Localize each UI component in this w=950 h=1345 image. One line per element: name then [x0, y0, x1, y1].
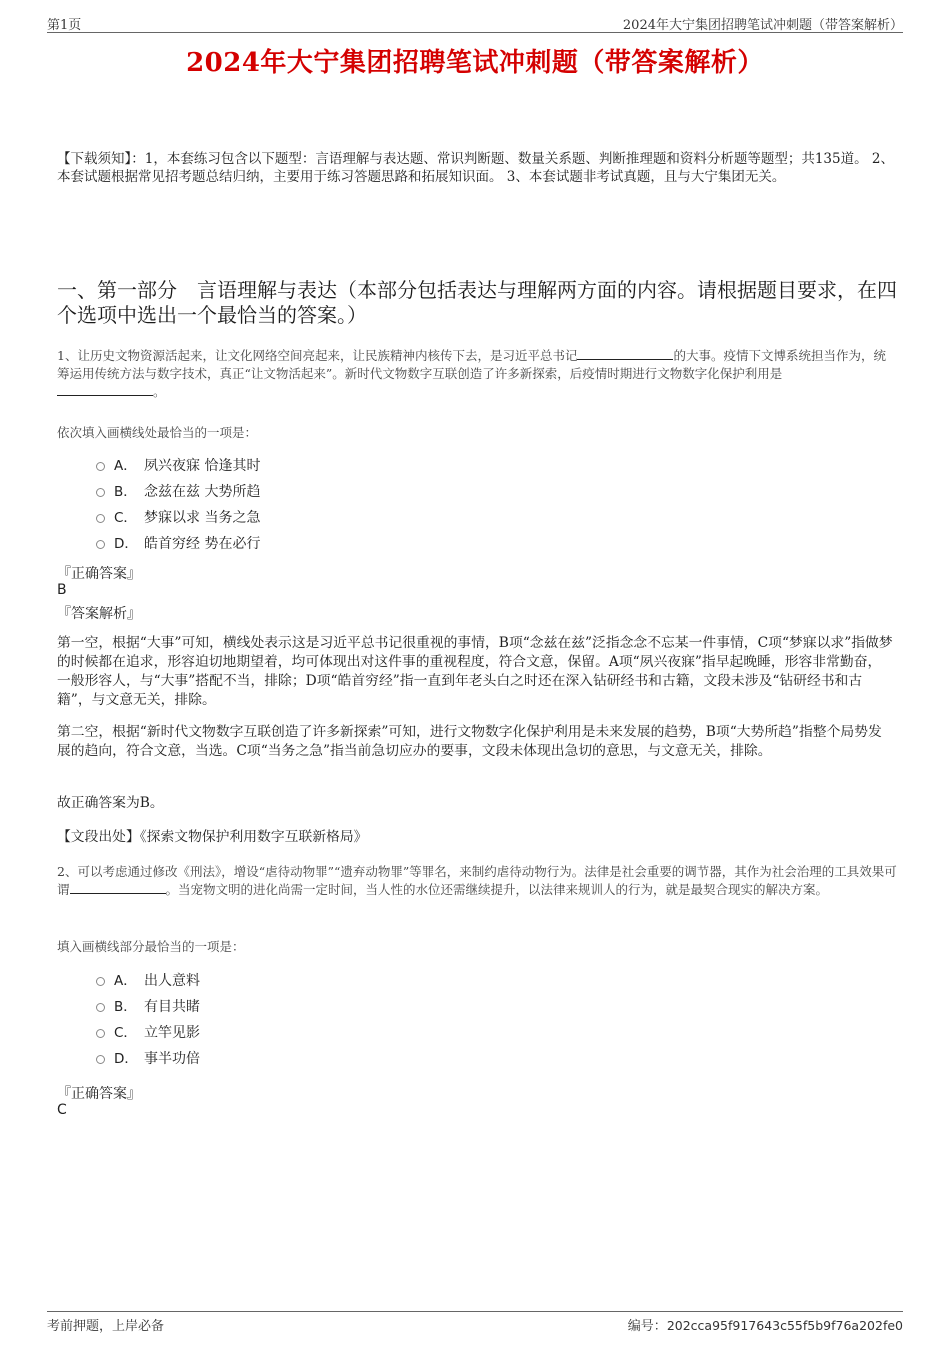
radio-icon[interactable] [96, 1029, 105, 1038]
radio-icon[interactable] [96, 977, 105, 986]
answer-label: 『正确答案』 [57, 1086, 141, 1102]
radio-icon[interactable] [96, 1003, 105, 1012]
option-c[interactable]: C． 立竿见影 [96, 1023, 200, 1043]
radio-icon[interactable] [96, 514, 105, 523]
option-b[interactable]: B． 有目共睹 [96, 997, 200, 1017]
question-1-prompt: 依次填入画横线处最恰当的一项是： [57, 425, 258, 440]
answer-value: C [57, 1102, 67, 1118]
radio-icon[interactable] [96, 462, 105, 471]
fill-blank [70, 881, 166, 894]
header-divider [47, 32, 903, 33]
answer-value: B [57, 582, 67, 598]
option-a[interactable]: A． 夙兴夜寐 恰逢其时 [96, 456, 260, 476]
serial-number: 202cca95f917643c55f5b9f76a202fe0 [666, 1318, 903, 1333]
fill-blank [577, 347, 673, 360]
question-1-text-part-a: 1、让历史文物资源活起来，让文化网络空间亮起来，让民族精神内核传下去，是习近平总书记 [57, 348, 578, 363]
analysis-label: 『答案解析』 [57, 606, 141, 622]
footer-serial [628, 1315, 903, 1334]
fill-blank [57, 383, 153, 396]
radio-icon[interactable] [96, 1055, 105, 1064]
question-2-text [57, 863, 897, 899]
page-number: 第1页 [47, 18, 82, 33]
page-title: 2024年大宁集团招聘笔试冲刺题（带答案解析） [186, 48, 764, 78]
analysis-paragraph-1: 第一空，根据“大事”可知，横线处表示这是习近平总书记很重视的事情，B项“念兹在兹”泛指念念不忘某一件事情，C项“梦寐以求”指做梦的时候都在追求，形容迫切地期望着，均可体现出对这件事的重视程度，符合文意，保留。A项“夙兴夜寐”指早起晚睡，形容非常勤奋，一般形容人，与“大事”搭配不当，排除；D项“皓首穷经”指一直到年老头白之时还在深入钻研经书和古籍，文段未涉及“钻研经书和古籍”，与文意无关，排除。 [57, 635, 893, 708]
radio-icon[interactable] [96, 488, 105, 497]
question-1-text-part-c: 。 [153, 384, 166, 399]
footer-divider [47, 1311, 903, 1312]
analysis-paragraph-2: 第二空，根据“新时代文物数字互联创造了许多新探索”可知，进行文物数字化保护利用是未来发展的趋势，B项“大势所趋”指整个局势发展的趋向，符合文意，当选。C项“当务之急”指当前急切应办的要事，文段未体现出急切的意思，与文意无关，排除。 [57, 724, 882, 759]
option-a[interactable]: A． 出人意料 [96, 971, 200, 991]
download-notice: 【下载须知】：1，本套练习包含以下题型：言语理解与表达题、常识判断题、数量关系题、判断推理题和资料分析题等题型；共135道。 2、本套试题根据常见招考题总结归纳，主要用于练习答题思路和拓展知识面。 3、本套试题非考试真题，且与大宁集团无关。 [57, 151, 894, 185]
header-doc-title: 2024年大宁集团招聘笔试冲刺题（带答案解析） [622, 18, 903, 33]
option-d[interactable]: D． 事半功倍 [96, 1049, 200, 1069]
question-1-text [57, 347, 897, 401]
radio-icon[interactable] [96, 540, 105, 549]
serial-label: 编号： [627, 1319, 667, 1334]
section-heading: 一、第一部分 言语理解与表达（本部分包括表达与理解两方面的内容。请根据题目要求，在四个选项中选出一个最恰当的答案。） [57, 278, 897, 327]
answer-label: 『正确答案』 [57, 566, 141, 582]
option-c[interactable]: C． 梦寐以求 当务之急 [96, 508, 260, 528]
question-2-prompt: 填入画横线部分最恰当的一项是： [57, 939, 245, 954]
question-2-text-part-a: 2、可以考虑通过修改《刑法》，增设“虐待动物罪”“遗弃动物罪”等罪名，来制约虐待动物行为。法律是社会重要的调节器，其作为社会治理的工具效果可谓 [57, 864, 897, 897]
question-1-text-part-b: 的大事。疫情下文博系统担当作为，统筹运用传统方法与数字技术，真正“让文物活起来”。新时代文物数字互联创造了许多新探索，后疫情时期进行文物数字化保护利用是 [57, 348, 886, 381]
text-source: 【文段出处】《探索文物保护利用数字互联新格局》 [57, 829, 368, 845]
footer-slogan: 考前押题，上岸必备 [47, 1319, 165, 1334]
option-b[interactable]: B． 念兹在兹 大势所趋 [96, 482, 260, 502]
analysis-conclusion: 故正确答案为B。 [57, 795, 164, 811]
question-2-text-part-b: 。当宠物文明的进化尚需一定时间，当人性的水位还需继续提升，以法律来规训人的行为，就是最契合现实的解决方案。 [165, 882, 829, 897]
option-d[interactable]: D． 皓首穷经 势在必行 [96, 534, 260, 554]
